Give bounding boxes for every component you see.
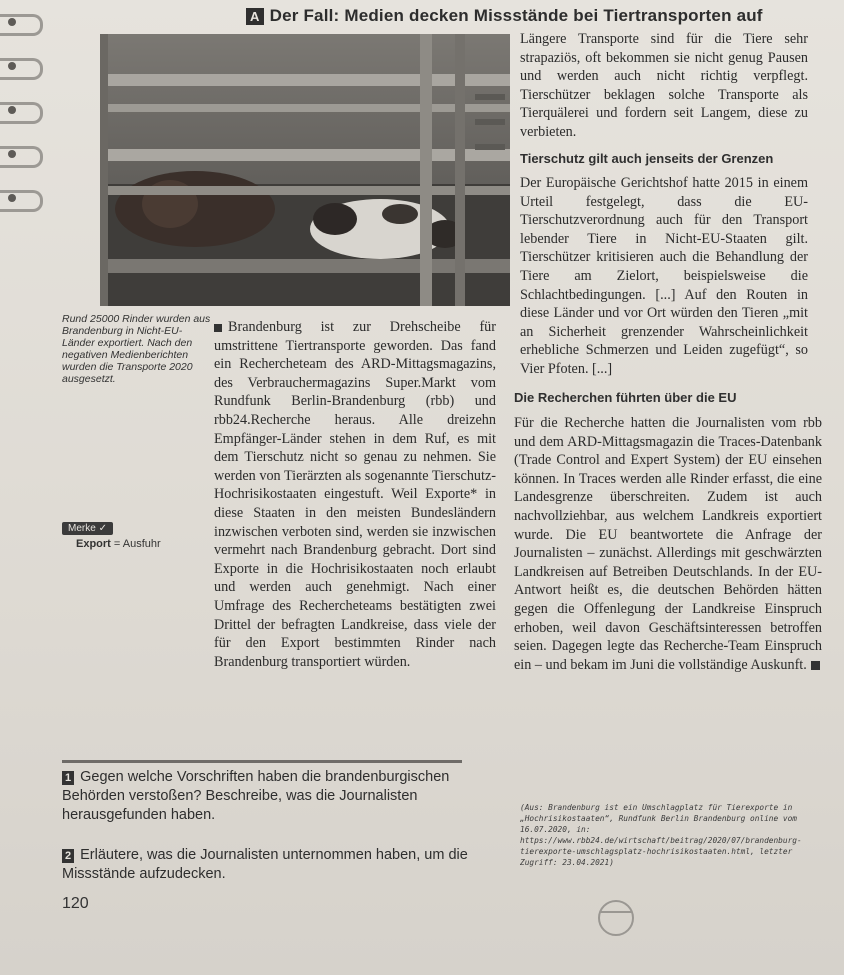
task-1-text: Gegen welche Vorschriften haben die brandenburgischen Behörden verstoßen? Beschreibe, was die Journalisten herausgefunden haben.: [62, 769, 450, 823]
article-main-column: [214, 318, 496, 671]
section2-heading: Die Recherchen führten über die EU: [514, 390, 737, 405]
merke-label: Merke ✓: [62, 522, 113, 535]
task-2: [62, 846, 512, 884]
article-headline: [246, 6, 763, 26]
tasks-divider: [62, 760, 462, 763]
page-number: 120: [62, 895, 89, 912]
task-1-number: 1: [62, 771, 74, 785]
cattle-photo-graphic: [100, 34, 510, 306]
section2-text: Für die Recherche hatten die Journalisten vom rbb und dem ARD-Mittagsmagazin die Traces-Datenbank (Trade Control and Expert System) der EU einsehen können. In Traces werden alle Rinder erfasst, die eine Landesgrenze überschreiten. Zudem ist auch nachvollziehbar, aus welchem Landkreis exportiert wurde. Die EU beantwortete die Anfrage der Journalisten – zunächst. Allerdings mit geschwärzten Landkreisen auf Betreiben Deutschlands. In der EU-Antwort heißt es, die deutschen Behörden hätten gegen die Offenlegung der Landkreise Einspruch erhoben, weil davon Geschäftsinteressen betroffen seien. Dagegen legte das Recherche-Team Einspruch ein – und bekam im Juni die vollständige Auskunft.: [514, 415, 822, 673]
photo-caption: Rund 25000 Rinder wurden aus Brandenburg in Nicht-EU-Länder exportiert. Nach den negativen Medienberichten wurden die Transporte 2020 ausgesetzt.: [62, 313, 211, 385]
article-intro: Längere Transporte sind für die Tiere sehr strapaziös, oft bekommen sie nicht genug Pausen und werden auch nicht richtig verpflegt. Tierschützer beklagen solche Transporte als Tierquälerei und fordern seit Langem, diese zu verbieten.: [520, 31, 808, 140]
sticker-circle-icon: [596, 898, 636, 938]
task-2-number: 2: [62, 849, 74, 863]
section1-heading: Tierschutz gilt auch jenseits der Grenzen: [520, 151, 774, 166]
end-mark: [811, 661, 820, 670]
paragraph-start-mark: [214, 324, 222, 332]
main-text: Brandenburg ist zur Drehscheibe für umstrittene Tiertransporte geworden. Das fand ein Rechercheteam des ARD-Mittagsmagazins, des Verbrauchermagazins Super.Markt vom Rundfunk Berlin-Brandenburg (rbb) und rbb24.Recherche heraus. Alle dreizehn Empfänger-Länder stehen in dem Ruf, es mit dem Tierschutz nicht so genau zu nehmen. Sie werden von Tierärzten als sogenannte Tierschutz-Hochrisikostaaten eingestuft. Weil Exporte* in diese Staaten in den meisten Bundesländern inzwischen verboten sind, werden sie inzwischen vermehrt nach Brandenburg gebracht. Dort sind Exporte in die Hochrisikostaaten noch erlaubt und werden auch genehmigt. Nach einer Umfrage des Rechercheteams bestätigten zwei Drittel der befragten Landkreise, dass viele der für den Export bestimmten Rinder nach Brandenburg transportiert würden.: [214, 319, 496, 670]
export-definition: Export = Ausfuhr: [76, 538, 161, 550]
check-icon: ✓: [98, 523, 107, 534]
task-1: [62, 768, 492, 825]
headline-title: Der Fall: Medien decken Missstände bei Tiertransporten auf: [269, 6, 763, 25]
task-2-text: Erläutere, was die Journalisten unternommen haben, um die Missstände aufzudecken.: [62, 847, 468, 882]
section1-text: Der Europäische Gerichtshof hatte 2015 in einem Urteil festgelegt, dass die EU-Tierschutzverordnung auch für den Transport lebender Tiere in Nicht-EU-Staaten gilt. Tierschützer kritisieren auch die Behandlung der Tiere am Zielort, beispielsweise die Schlachtbedingungen. [...] Auf den Routen in diese Länder und vor Ort würden den Tieren „mit an Sicherheit grenzender Wahrscheinlichkeit erhebliche Schmerzen und Leiden zugefügt“, so Vier Pfoten. [...]: [520, 175, 808, 377]
section-badge: A: [246, 8, 264, 25]
source-citation: (Aus: Brandenburg ist ein Umschlagplatz für Tierexporte in „Hochrisikostaaten“, Rundfunk Berlin Brandenburg online vom 16.07.2020, in: https://www.rbb24.de/wirtschaft/beitrag/2020/07/brandenburg-tierexporte-umschlagsplatz-hochrisikostaaten.html, letzter Zugriff: 23.04.2021): [520, 803, 802, 867]
section2-text-block: [514, 414, 822, 674]
cattle-photo: [100, 34, 510, 306]
spiral-binding: [0, 0, 46, 975]
